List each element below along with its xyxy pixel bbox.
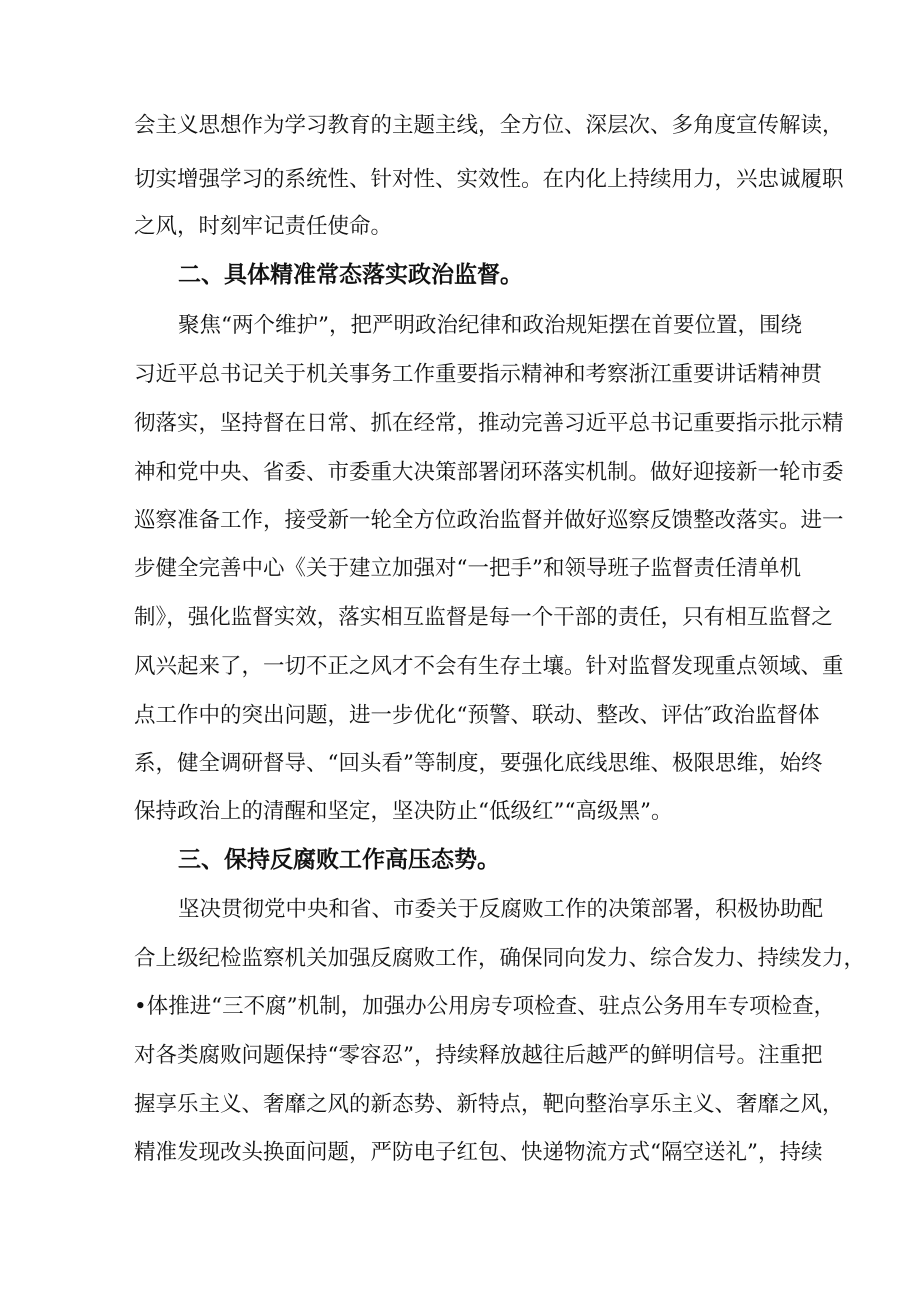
body-text-line: 会主义思想作为学习教育的主题主线，全方位、深层次、多角度宣传解读， (134, 113, 844, 138)
body-text-line: 保持政治上的清醒和坚定，坚决防止“低级红”“高级黑”。 (134, 799, 673, 824)
body-text-line: 聚焦“两个维护”，把严明政治纪律和政治规矩摆在首要位置，围绕 (178, 313, 802, 338)
body-text-line: 彻落实，坚持督在日常、抓在经常，推动完善习近平总书记重要指示批示精 (134, 411, 844, 436)
body-text-line: 系，健全调研督导、“回头看”等制度，要强化底线思维、极限思维，始终 (134, 751, 823, 776)
body-text-line: •体推进“三不腐”机制，加强办公用房专项检查、驻点公务用车专项检查， (134, 994, 836, 1019)
body-text-line: 步健全完善中心《关于建立加强对“一把手”和领导班子监督责任清单机 (134, 556, 801, 581)
body-text-line: 切实增强学习的系统性、针对性、实效性。在内化上持续用力，兴忠诚履职 (134, 167, 844, 192)
body-text-line: 对各类腐败问题保持“零容忍”，持续释放越往后越严的鲜明信号。注重把 (134, 1043, 823, 1068)
body-text-line: 之风，时刻牢记责任使命。 (134, 214, 393, 239)
body-text-line: 握享乐主义、奢靡之风的新态势、新特点，靶向整治享乐主义、奢靡之风， (134, 1092, 844, 1117)
body-text-line: 坚决贯彻党中央和省、市委关于反腐败工作的决策部署，积极协助配 (178, 897, 824, 922)
section-heading: 二、具体精准常态落实政治监督。 (178, 262, 523, 288)
body-text-line: 制》，强化监督实效，落实相互监督是每一个干部的责任，只有相互监督之 (134, 605, 833, 630)
body-text-line: 风兴起来了，一切不正之风才不会有生存土壤。针对监督发现重点领域、重 (134, 654, 844, 679)
body-text-line: 习近平总书记关于机关事务工作重要指示精神和考察浙江重要讲话精神贯 (134, 362, 823, 387)
body-text-line: 巡察准备工作，接受新一轮全方位政治监督并做好巡察反馈整改落实。进一 (134, 508, 844, 533)
body-text-line: 神和党中央、省委、市委重大决策部署闭环落实机制。做好迎接新一轮市委 (134, 460, 844, 485)
body-text-line: 点工作中的突出问题，进一步优化“预警、联动、整改、评估″政治监督体 (134, 703, 820, 728)
body-text-line: 合上级纪检监察机关加强反腐败工作，确保同向发力、综合发力、持续发力， (134, 946, 866, 971)
section-heading: 三、保持反腐败工作高压态势。 (178, 847, 500, 873)
body-text-line: 精准发现改头换面问题，严防电子红包、快递物流方式“隔空送礼”，持续 (134, 1140, 823, 1165)
